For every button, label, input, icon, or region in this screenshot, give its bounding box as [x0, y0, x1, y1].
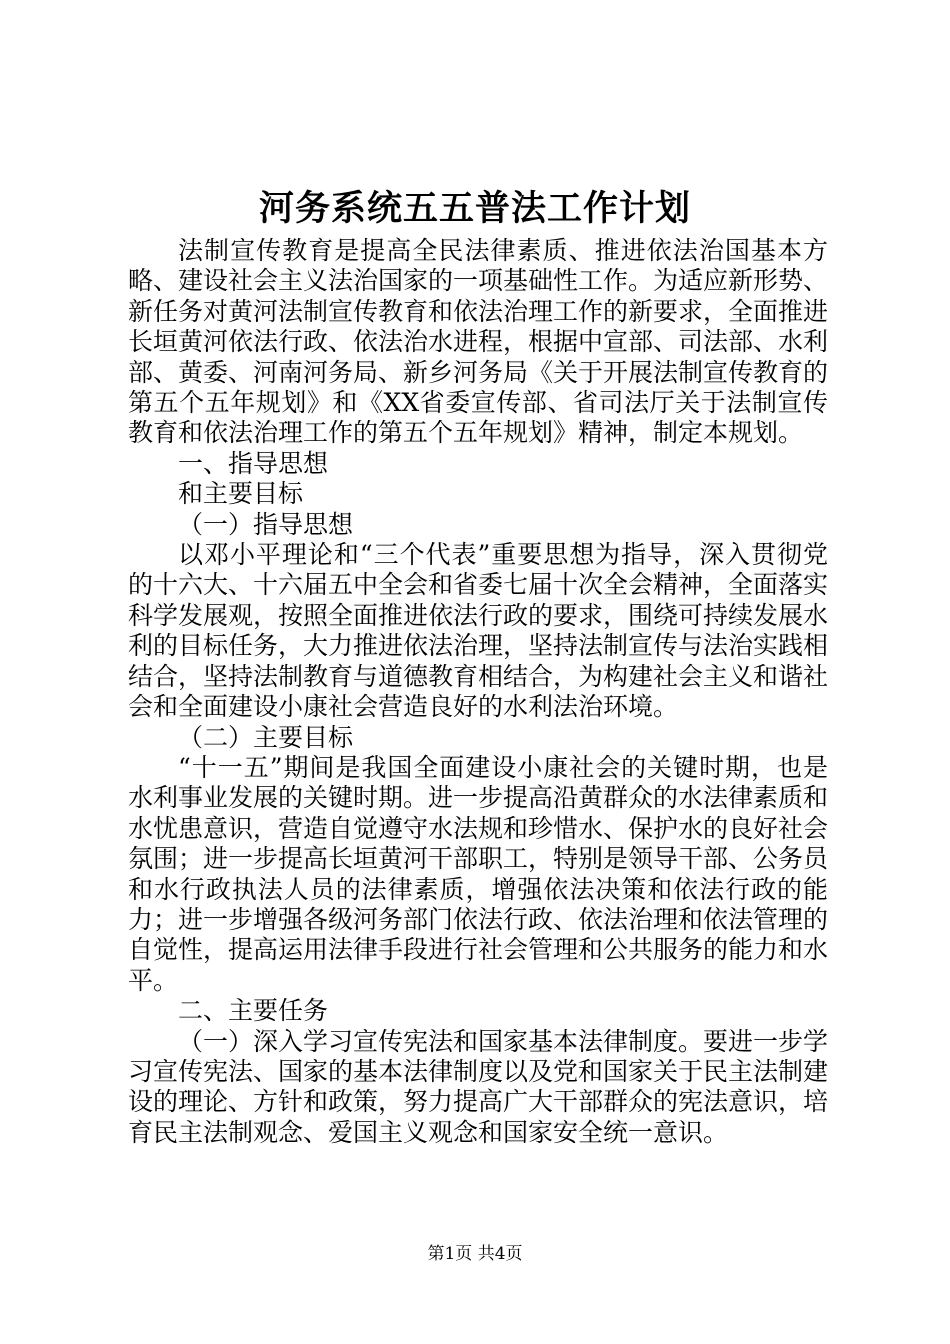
section-heading-main-goals: 和主要目标 [178, 479, 304, 509]
page-footer: 第1页 共4页 [427, 1244, 523, 1264]
task-one-paragraph: （一）深入学习宣传宪法和国家基本法律制度。要进一步学习宣传宪法、国家的基本法律制度以及党和国家关于民主法制建设的理论、方针和政策，努力提高广大干部群众的宪法意识，培育民主法制观念、爱国主义观念和国家安全统一意识。 [128, 1026, 829, 1147]
main-goals-paragraph: “十一五”期间是我国全面建设小康社会的关键时期，也是水利事业发展的关键时期。进一步提高沿黄群众的水法律素质和水忧患意识，营造自觉遵守水法规和珍惜水、保护水的良好社会氛围；进一步提高长垣黄河干部职工，特别是领导干部、公务员和水行政执法人员的法律素质，增强依法决策和依法行政的能力；进一步增强各级河务部门依法行政、依法治理和依法管理的自觉性，提高运用法律手段进行社会管理和公共服务的能力和水平。 [128, 752, 829, 995]
document-body [128, 236, 828, 1148]
section-heading-main-tasks: 二、主要任务 [178, 996, 329, 1026]
subsection-heading-guiding-ideology: （一）指导思想 [178, 509, 354, 539]
intro-paragraph: 法制宣传教育是提高全民法律素质、推进依法治国基本方略、建设社会主义法治国家的一项基础性工作。为适应新形势、新任务对黄河法制宣传教育和依法治理工作的新要求，全面推进长垣黄河依法行政、依法治水进程，根据中宣部、司法部、水利部、黄委、河南河务局、新乡河务局《关于开展法制宣传教育的第五个五年规划》和《XX省委宣传部、省司法厅关于法制宣传教育和依法治理工作的第五个五年规划》精神，制定本规划。 [128, 236, 829, 448]
subsection-heading-main-goals: （二）主要目标 [178, 722, 354, 752]
section-heading-guiding-ideology: 一、指导思想 [178, 448, 329, 478]
document-title: 河务系统五五普法工作计划 [258, 188, 691, 229]
guiding-ideology-paragraph: 以邓小平理论和“三个代表”重要思想为指导，深入贯彻党的十六大、十六届五中全会和省委七届十次全会精神，全面落实科学发展观，按照全面推进依法行政的要求，围绕可持续发展水利的目标任务，大力推进依法治理，坚持法制宣传与法治实践相结合，坚持法制教育与道德教育相结合，为构建社会主义和谐社会和全面建设小康社会营造良好的水利法治环境。 [128, 540, 829, 722]
